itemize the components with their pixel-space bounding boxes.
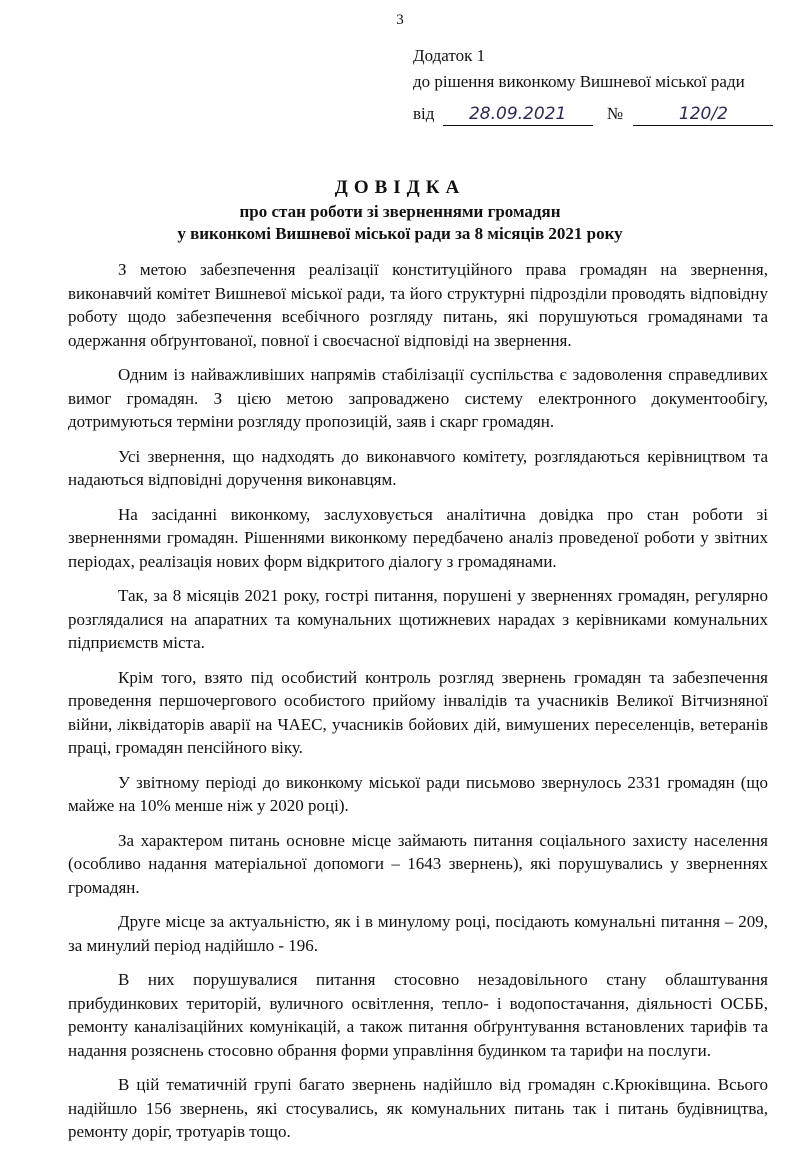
body-paragraph: За характером питань основне місце займають питання соціального захисту населення (особливо надання матеріальної допомоги – 1643 звернень), які порушувались у зверненнях громадян. [68,830,768,897]
body-paragraph: Друге місце за актуальністю, як і в минулому році, посідають комунальні питання – 209, за минулий період надійшло - 196. [68,912,768,955]
appendix-block [413,43,745,95]
document-subtitle-line2: у виконкомі Вишневої міської ради за 8 місяців 2021 року [177,224,623,243]
body-paragraph: На засіданні виконкому, заслуховується аналітична довідка про стан роботи зі зверненнями громадян. Рішеннями виконкому передбачено аналіз проведеної роботи у звітних періодах, реалізація нових форм відкритого діалогу з громадянами. [68,504,768,571]
document-heading [0,175,800,245]
body-paragraph: Крім того, взято під особистий контроль розгляд звернень громадян та забезпечення проведення першочергового особистого прийому інвалідів та учасників Великої Вітчизняної війни, ліквідаторів аварії на ЧАЕС, учасників бойових дій, вимушених переселенців, ветеранів праці, громадян пенсійного віку. [68,667,768,757]
appendix-title: Додаток 1 [413,46,486,65]
number-label: № [606,104,624,123]
decision-number: 120/2 [633,103,773,126]
document-body [68,258,768,1155]
document-subtitle: про стан роботи зі зверненнями громадян [239,202,561,221]
date-label: від [413,104,435,123]
body-paragraph: З метою забезпечення реалізації конституційного права громадян на звернення, виконавчий комітет Вишневої міської ради, та його структурні підрозділи проводять відповідну роботу щодо забезпечення всебічного розгляду питань, які порушуються громадянами та одержання обґрунтованої, повної і своєчасної відповіді на звернення. [68,260,768,350]
document-title: ДОВІДКА [334,177,466,198]
page-number: 3 [396,12,404,28]
body-paragraph: Усі звернення, що надходять до виконавчого комітету, розглядаються керівництвом та надаються відповідні доручення виконавцям. [68,446,768,489]
body-paragraph: У звітному періоді до виконкому міської ради письмово звернулось 2331 громадян (що майже на 10% менше ніж у 2020 році). [68,772,768,815]
body-paragraph: В цій тематичній групі багато звернень надійшло від громадян с.Крюківщина. Всього надійшло 156 звернень, які стосувались, як комунальних питань так і питань будівництва, ремонту доріг, тротуарів тощо. [68,1075,768,1141]
body-paragraph: В них порушувалися питання стосовно незадовільного стану облаштування прибудинкових територій, вуличного освітлення, тепло- і водопостачання, діяльності ОСББ, ремонту каналізаційних комунікацій, а також питання обґрунтування встановлених тарифів та надання розяснень стосовно обрання форми управління будинком та тарифи на послуги. [68,970,768,1060]
appendix-decision-ref: до рішення виконкому Вишневої міської ради [413,72,745,91]
decision-date: 28.09.2021 [443,103,593,126]
decision-meta [413,103,773,129]
body-paragraph: Одним із найважливіших напрямів стабілізації суспільства є задоволення справедливих вимог громадян. З цією метою запроваджено систему електронного документообігу, дотримуються терміни розгляду пропозицій, заяв і скарг громадян. [68,365,768,431]
body-paragraph: Так, за 8 місяців 2021 року, гострі питання, порушені у зверненнях громадян, регулярно розглядалися на апаратних та комунальних щотижневих нарадах з керівниками комунальних підприємств міста. [68,586,768,652]
